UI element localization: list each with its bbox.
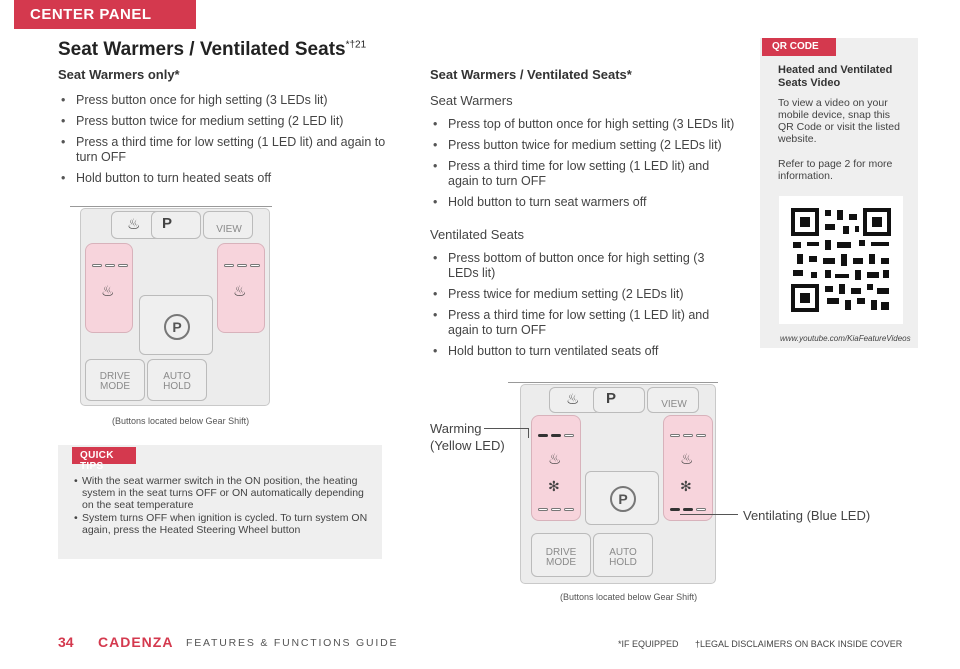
vent-led-row bbox=[538, 508, 574, 511]
steering-heat-icon: ♨ bbox=[127, 216, 141, 233]
park-assist-icon: P bbox=[162, 215, 173, 232]
footer-guide: FEATURES & FUNCTIONS GUIDE bbox=[186, 637, 399, 649]
list-item: • Hold button to turn ventilated seats off bbox=[430, 344, 730, 359]
auto-hold-label: AUTO HOLD bbox=[609, 547, 637, 568]
seat-heat-icon: ♨ bbox=[101, 283, 115, 300]
ventilated-seats-subheading: Ventilated Seats bbox=[430, 227, 524, 242]
qr-instructions: To view a video on your mobile device, snap this QR Code or visit the listed website. bbox=[778, 97, 900, 145]
view-label: VIEW bbox=[216, 224, 242, 235]
list-item: • Hold button to turn heated seats off bbox=[58, 171, 388, 186]
seat-heat-icon: ♨ bbox=[680, 451, 694, 468]
list-item: • Press top of button once for high setting (3 LEDs lit) bbox=[430, 117, 742, 132]
driver-seat-climate-button[interactable] bbox=[531, 415, 581, 521]
warming-leader-line bbox=[484, 428, 528, 429]
driver-seat-warmer-button[interactable] bbox=[85, 243, 133, 333]
list-item: • Press bottom of button once for high setting (3 LEDs lit) bbox=[430, 251, 730, 281]
list-item: • Press a third time for low setting (1 LED lit) and again to turn OFF bbox=[58, 135, 388, 165]
list-item: • Press a third time for low setting (1 LED lit) and again to turn OFF bbox=[430, 159, 742, 189]
vent-led-row bbox=[670, 508, 706, 511]
list-item: • Press button twice for medium setting (2 LED lit) bbox=[58, 114, 388, 129]
footer-equipped: *IF EQUIPPED bbox=[618, 639, 679, 649]
seat-warmers-list bbox=[430, 117, 742, 216]
auto-hold-button[interactable] bbox=[147, 359, 207, 401]
footer-brand: CADENZA bbox=[98, 634, 174, 650]
quick-tips-tag: QUICK TIPS bbox=[72, 447, 136, 464]
view-button[interactable] bbox=[203, 211, 253, 239]
auto-hold-label: AUTO HOLD bbox=[163, 371, 191, 392]
seat-heat-icon: ♨ bbox=[548, 451, 562, 468]
seat-vent-icon: ✻ bbox=[680, 478, 692, 494]
list-item: • With the seat warmer switch in the ON position, the heating system in the seat turns OFF or ON automatically depending on the seat temperature bbox=[74, 475, 374, 511]
park-brake-button[interactable] bbox=[585, 471, 659, 525]
passenger-seat-warmer-button[interactable] bbox=[217, 243, 265, 333]
view-button[interactable] bbox=[647, 387, 699, 413]
qr-code-tag: QR CODE bbox=[762, 38, 836, 56]
left-bullet-list bbox=[58, 93, 388, 192]
drive-mode-label: DRIVE MODE bbox=[545, 547, 577, 568]
auto-hold-button[interactable] bbox=[593, 533, 653, 577]
middle-caption: (Buttons located below Gear Shift) bbox=[560, 592, 698, 602]
list-item: • Press a third time for low setting (1 LED lit) and again to turn OFF bbox=[430, 308, 730, 338]
list-item: • Press button once for high setting (3 LEDs lit) bbox=[58, 93, 388, 108]
warming-leader-drop bbox=[528, 428, 529, 438]
left-caption: (Buttons located below Gear Shift) bbox=[112, 416, 250, 426]
title-superscript: *†21 bbox=[345, 39, 367, 51]
ventilated-seats-list bbox=[430, 251, 730, 365]
drive-mode-button[interactable] bbox=[85, 359, 145, 401]
panel-edge-line bbox=[70, 206, 272, 207]
qr-url-link[interactable]: www.youtube.com/KiaFeatureVideos bbox=[780, 334, 911, 343]
qr-code-image bbox=[779, 196, 903, 324]
passenger-seat-climate-button[interactable] bbox=[663, 415, 713, 521]
seat-heat-icon: ♨ bbox=[233, 283, 247, 300]
ventilating-leader-line bbox=[680, 514, 738, 515]
left-control-panel bbox=[80, 208, 270, 406]
seat-vent-icon: ✻ bbox=[548, 478, 560, 494]
park-brake-icon: P bbox=[164, 314, 190, 340]
qr-code-box[interactable] bbox=[779, 196, 903, 324]
page-title: Seat Warmers / Ventilated Seats$^{*\dagger 21}$ bbox=[58, 39, 367, 60]
section-tab: CENTER PANEL bbox=[14, 0, 196, 29]
park-brake-icon: P bbox=[610, 486, 636, 512]
park-assist-button[interactable] bbox=[151, 211, 201, 239]
drive-mode-label: DRIVE MODE bbox=[99, 371, 131, 392]
left-heading: Seat Warmers only* bbox=[58, 67, 180, 82]
list-item: • Hold button to turn seat warmers off bbox=[430, 195, 742, 210]
qr-reference: Refer to page 2 for more information. bbox=[778, 158, 893, 182]
led-row bbox=[224, 264, 260, 267]
park-brake-button[interactable] bbox=[139, 295, 213, 355]
led-row bbox=[92, 264, 128, 267]
warmer-led-row bbox=[538, 434, 574, 437]
list-item: • Press button twice for medium setting (2 LEDs lit) bbox=[430, 138, 742, 153]
qr-heading: Heated and Ventilated Seats Video bbox=[778, 64, 893, 89]
quick-tips-list bbox=[74, 475, 374, 537]
park-assist-button[interactable] bbox=[593, 387, 645, 413]
panel-edge-line bbox=[508, 382, 718, 383]
warming-callout: Warming (Yellow LED) bbox=[430, 421, 505, 453]
footer-legal: †LEGAL DISCLAIMERS ON BACK INSIDE COVER bbox=[695, 639, 903, 649]
page-number: 34 bbox=[58, 634, 74, 650]
steering-heat-icon: ♨ bbox=[566, 391, 580, 408]
warmer-led-row bbox=[670, 434, 706, 437]
middle-heading: Seat Warmers / Ventilated Seats* bbox=[430, 67, 632, 82]
seat-warmers-subheading: Seat Warmers bbox=[430, 93, 513, 108]
drive-mode-button[interactable] bbox=[531, 533, 591, 577]
middle-control-panel bbox=[520, 384, 716, 584]
view-label: VIEW bbox=[661, 399, 687, 410]
park-assist-icon: P bbox=[606, 390, 617, 407]
list-item: • System turns OFF when ignition is cycled. To turn system ON again, press the Heated Steering Wheel button bbox=[74, 512, 374, 536]
ventilating-callout: Ventilating (Blue LED) bbox=[743, 508, 871, 523]
list-item: • Press twice for medium setting (2 LEDs lit) bbox=[430, 287, 730, 302]
